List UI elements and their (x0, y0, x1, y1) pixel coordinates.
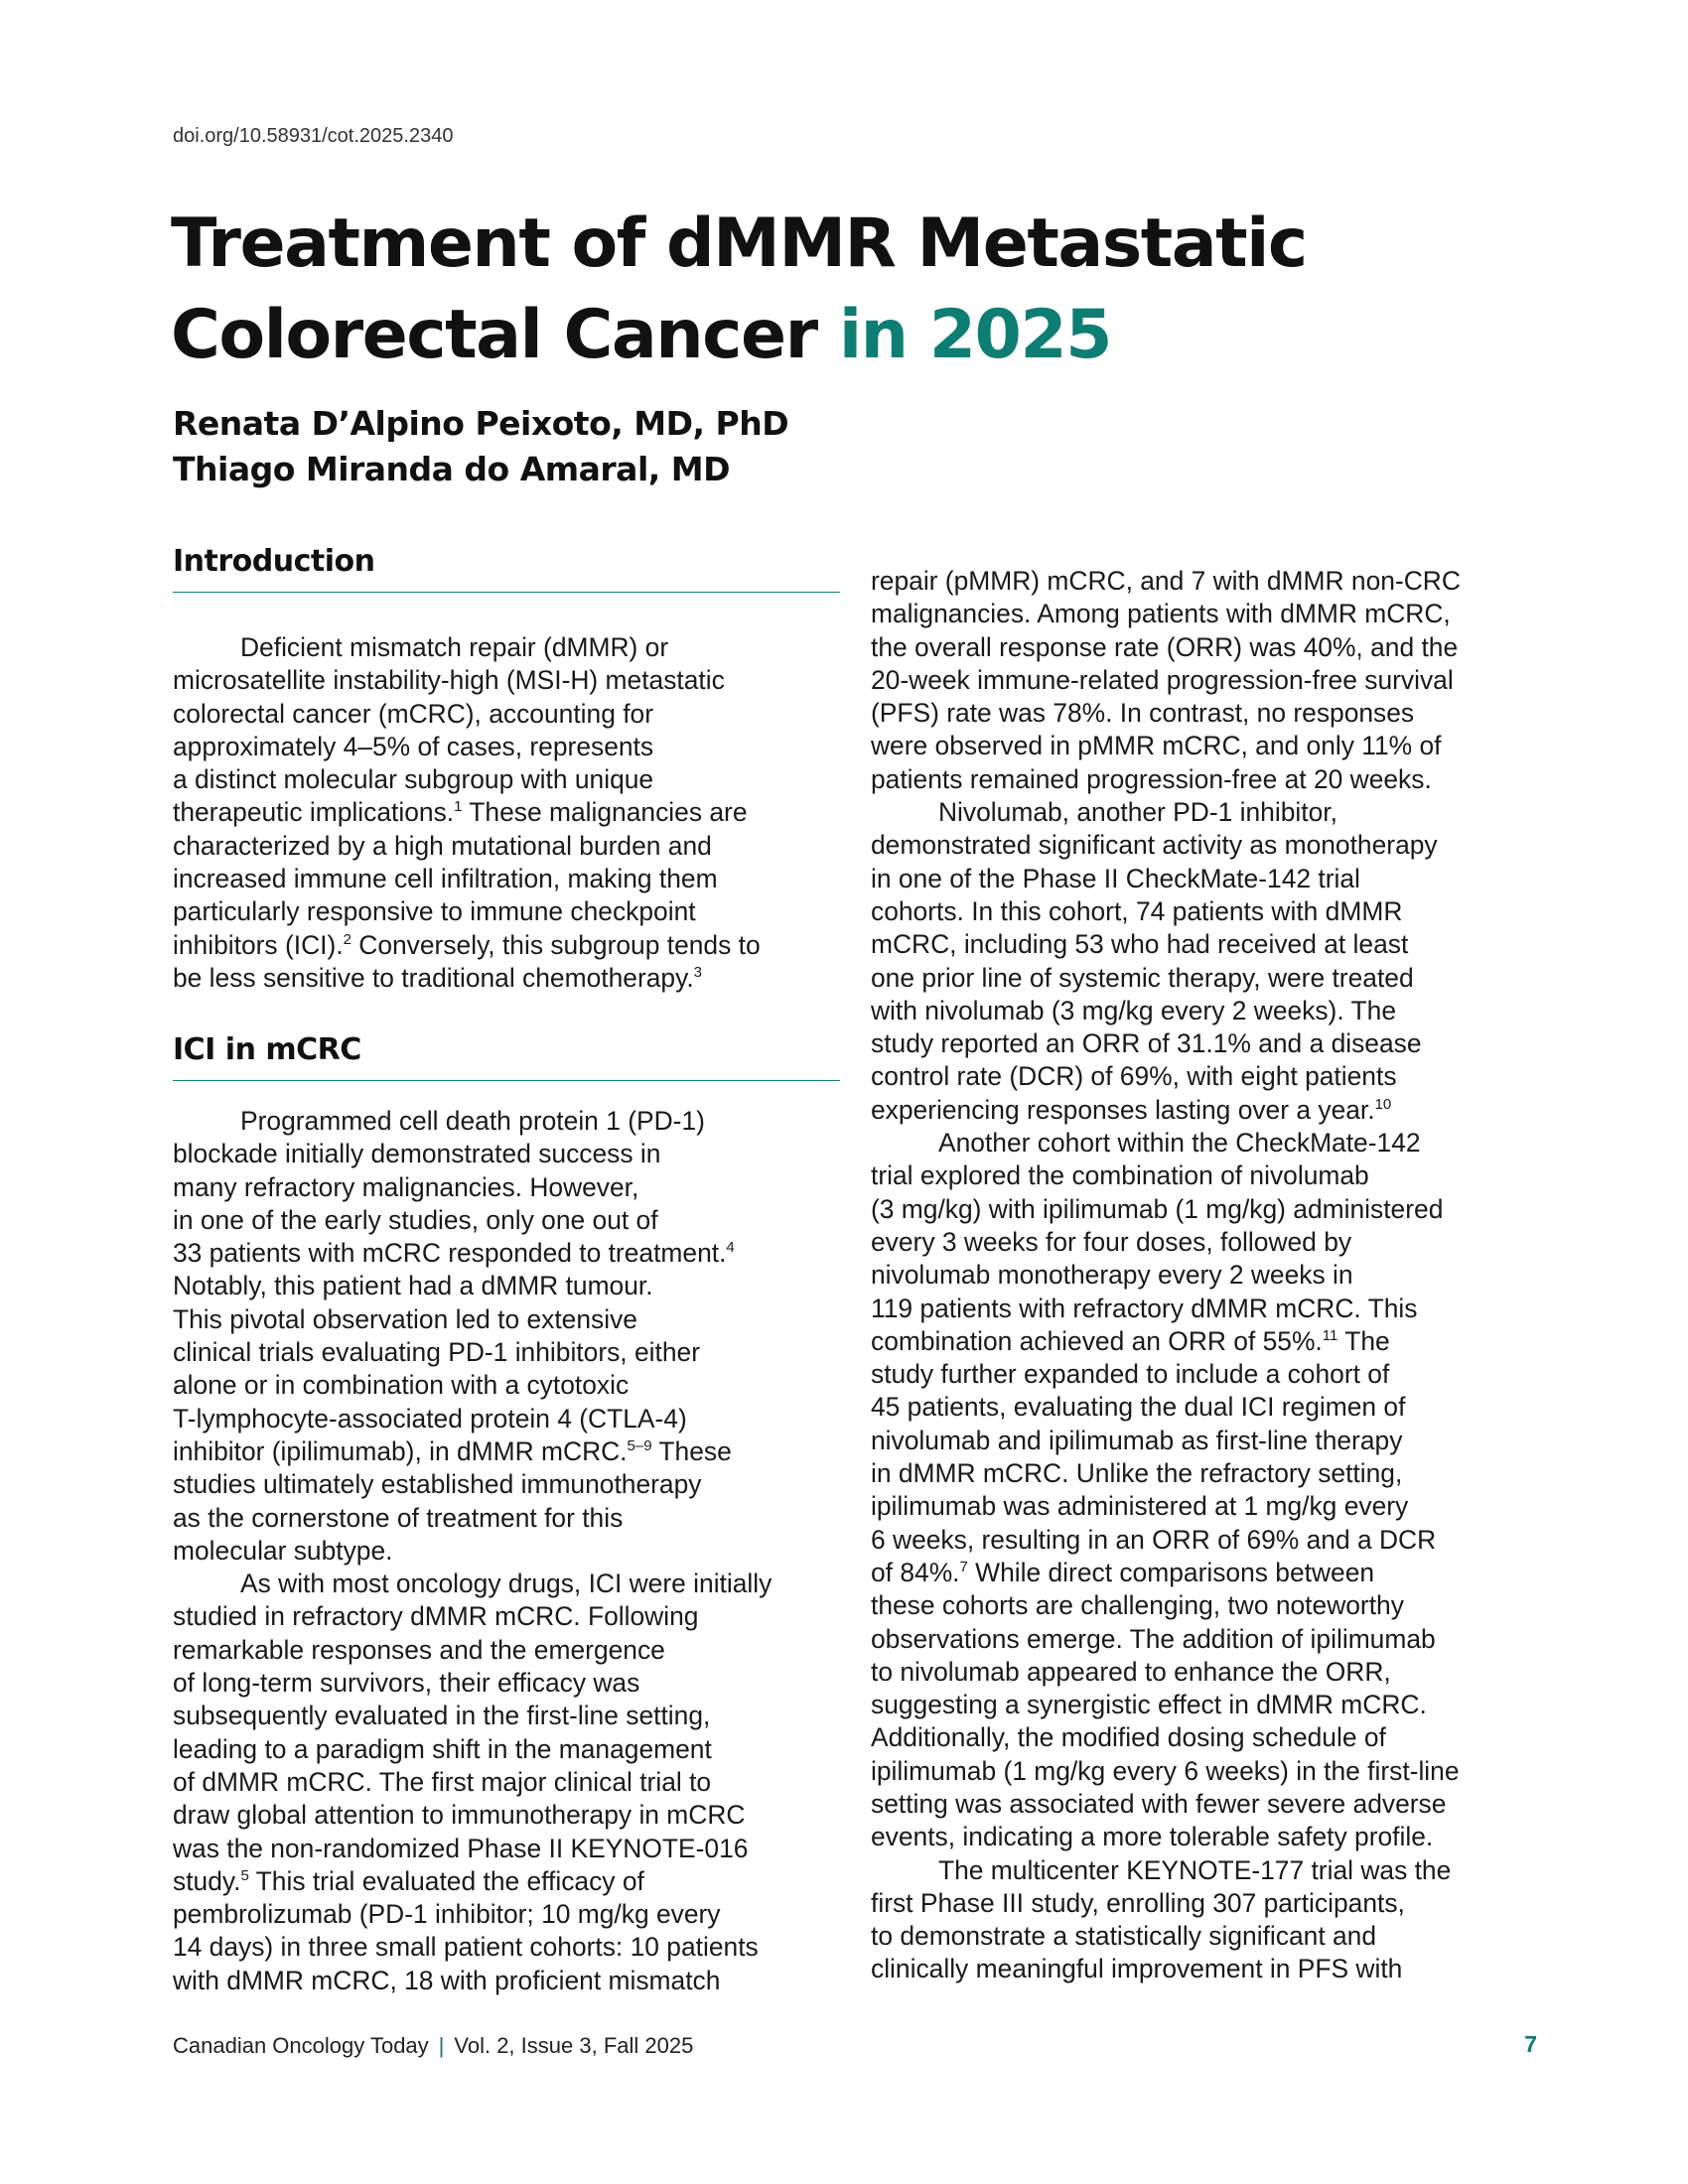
text-line: (3 mg/kg) with ipilimumab (1 mg/kg) administered (871, 1193, 1444, 1224)
text-line (173, 1435, 772, 1468)
text-line: T-lymphocyte-associated protein 4 (CTLA-4) (173, 1403, 687, 1433)
text-line: ipilimumab (1 mg/kg every 6 weeks) in the first-line (871, 1755, 1460, 1786)
author-name: Renata D’Alpino Peixoto, MD, PhD (173, 404, 789, 443)
text-line: control rate (DCR) of 69%, with eight patients (871, 1061, 1397, 1092)
text-line: cohorts. In this cohort, 74 patients with dMMR (871, 895, 1403, 926)
text-line: clinically meaningful improvement in PFS with (871, 1954, 1403, 1984)
text-line: (PFS) rate was 78%. In contrast, no responses (871, 698, 1415, 729)
text-line: a distinct molecular subgroup with unique (173, 764, 654, 795)
text-line: the overall response rate (ORR) was 40%, and the (871, 631, 1459, 662)
author-list (173, 401, 788, 492)
text-line: to nivolumab appeared to enhance the ORR, (871, 1656, 1391, 1687)
doi-link[interactable]: doi.org/10.58931/cot.2025.2340 (173, 125, 454, 147)
text-line: draw global attention to immunotherapy in mCRC (173, 1800, 746, 1831)
text-line: setting was associated with fewer severe adverse (871, 1788, 1447, 1819)
author-name: Thiago Miranda do Amaral, MD (173, 450, 731, 488)
text-line: particularly responsive to immune checkpoint (173, 896, 696, 927)
section-divider (173, 592, 840, 593)
text-line: alone or in combination with a cytotoxic (173, 1370, 630, 1401)
page-number: 7 (1524, 2031, 1537, 2057)
text-line (173, 1237, 772, 1270)
text-run: inhibitor (ipilimumab), in dMMR mCRC. (173, 1435, 628, 1466)
text-line: 6 weeks, resulting in an ORR of 69% and a DCR (871, 1524, 1437, 1555)
citation[interactable]: 2 (343, 930, 352, 948)
text-line: to demonstrate a statistically significant and (871, 1921, 1377, 1952)
citation[interactable]: 4 (726, 1239, 735, 1257)
text-line (871, 1557, 1461, 1589)
text-run: experiencing responses lasting over a year. (871, 1094, 1375, 1125)
citation[interactable]: 5–9 (627, 1437, 652, 1455)
text-line: studies ultimately established immunotherapy (173, 1469, 702, 1500)
text-line (173, 796, 761, 829)
text-line: were observed in pMMR mCRC, and only 11% of (871, 731, 1442, 761)
text-line: approximately 4–5% of cases, represents (173, 731, 654, 761)
text-line: Deficient mismatch repair (dMMR) or (240, 632, 669, 662)
text-line (871, 1325, 1461, 1358)
text-line: 20-week immune-related progression-free survival (871, 664, 1454, 695)
text-line: The multicenter KEYNOTE-177 trial was the (938, 1854, 1452, 1885)
text-run: Conversely, this subgroup tends to (351, 929, 761, 960)
text-line (173, 1865, 772, 1898)
body-paragraph (871, 565, 1461, 1986)
article-title (171, 199, 1541, 381)
journal-name: Canadian Oncology Today (173, 2033, 429, 2058)
text-line: in one of the Phase II CheckMate-142 trial (871, 863, 1360, 893)
text-line: Programmed cell death protein 1 (PD-1) (240, 1106, 705, 1136)
text-line: was the non-randomized Phase II KEYNOTE-016 (173, 1833, 749, 1863)
footer-separator: | (438, 2033, 445, 2058)
text-line: of dMMR mCRC. The first major clinical trial to (173, 1766, 712, 1797)
text-line: of long-term survivors, their efficacy was (173, 1668, 640, 1699)
text-line: microsatellite instability-high (MSI-H) metastatic (173, 665, 725, 696)
text-line: in one of the early studies, only one out of (173, 1204, 658, 1235)
text-run: inhibitors (ICI). (173, 929, 344, 960)
title-line-1: Treatment of dMMR Metastatic (171, 205, 1307, 283)
text-line: every 3 weeks for four doses, followed by (871, 1226, 1352, 1257)
text-line: nivolumab and ipilimumab as first-line therapy (871, 1425, 1403, 1455)
text-line: as the cornerstone of treatment for this (173, 1502, 624, 1533)
citation[interactable]: 3 (693, 964, 703, 982)
citation[interactable]: 11 (1322, 1327, 1338, 1345)
text-run: 33 patients with mCRC responded to treatment. (173, 1238, 727, 1269)
text-line (173, 962, 761, 995)
text-line (173, 929, 761, 962)
text-line: with nivolumab (3 mg/kg every 2 weeks). The (871, 995, 1397, 1025)
text-line: nivolumab monotherapy every 2 weeks in (871, 1260, 1353, 1291)
text-line: increased immune cell infiltration, making them (173, 864, 718, 894)
text-run: therapeutic implications. (173, 797, 455, 828)
text-line: observations emerge. The addition of ipilimumab (871, 1623, 1436, 1654)
citation[interactable]: 5 (240, 1867, 249, 1885)
text-line: suggesting a synergistic effect in dMMR mCRC. (871, 1690, 1427, 1720)
citation[interactable]: 1 (454, 798, 463, 816)
text-run: While direct comparisons between (967, 1557, 1375, 1587)
text-line: first Phase III study, enrolling 307 participants, (871, 1887, 1405, 1918)
ici-paragraph (173, 1105, 772, 1997)
text-line: study further expanded to include a cohort of (871, 1359, 1390, 1390)
text-run: This trial evaluated the efficacy of (248, 1865, 644, 1896)
text-run: be less sensitive to traditional chemotherapy. (173, 962, 694, 993)
text-line: pembrolizumab (PD-1 inhibitor; 10 mg/kg every (173, 1899, 721, 1930)
text-line: Nivolumab, another PD-1 inhibitor, (938, 797, 1337, 828)
text-run: of 84%. (871, 1557, 960, 1587)
text-line: characterized by a high mutational burden and (173, 830, 712, 861)
text-run: combination achieved an ORR of 55%. (871, 1325, 1323, 1356)
text-line: 45 patients, evaluating the dual ICI regimen of (871, 1392, 1406, 1423)
text-line: events, indicating a more tolerable safety profile. (871, 1822, 1434, 1852)
section-divider (173, 1080, 840, 1081)
text-line: Notably, this patient had a dMMR tumour. (173, 1271, 653, 1301)
text-run: These malignancies are (462, 797, 748, 828)
text-line: Another cohort within the CheckMate-142 (938, 1128, 1421, 1159)
text-line: one prior line of systemic therapy, were treated (871, 962, 1414, 993)
text-line: blockade initially demonstrated success in (173, 1139, 661, 1169)
text-line: demonstrated significant activity as monotherapy (871, 830, 1438, 861)
text-line: subsequently evaluated in the first-line setting, (173, 1701, 711, 1731)
text-line: ipilimumab was administered at 1 mg/kg every (871, 1491, 1409, 1522)
page-footer (173, 2033, 693, 2059)
text-line: studied in refractory dMMR mCRC. Following (173, 1601, 699, 1632)
text-run: study. (173, 1865, 241, 1896)
text-line: with dMMR mCRC, 18 with proficient mismatch (173, 1965, 721, 1995)
issue-info: Vol. 2, Issue 3, Fall 2025 (454, 2033, 694, 2058)
text-line: patients remained progression-free at 20 weeks. (871, 763, 1432, 794)
title-accent: in 2025 (838, 296, 1111, 374)
text-line: repair (pMMR) mCRC, and 7 with dMMR non-CRC (871, 566, 1461, 596)
text-line: malignancies. Among patients with dMMR mCRC, (871, 599, 1451, 629)
text-line: Additionally, the modified dosing schedule of (871, 1722, 1386, 1753)
text-line: study reported an ORR of 31.1% and a disease (871, 1028, 1422, 1059)
section-heading-ici: ICI in mCRC (173, 1032, 361, 1067)
text-line (871, 1094, 1461, 1127)
title-line-2: Colorectal Cancer (171, 296, 839, 374)
text-line: colorectal cancer (mCRC), accounting for (173, 698, 654, 729)
text-line: trial explored the combination of nivolumab (871, 1160, 1369, 1191)
text-line: 14 days) in three small patient cohorts: 10 patients (173, 1932, 759, 1963)
text-line: clinical trials evaluating PD-1 inhibitors, either (173, 1337, 700, 1368)
intro-paragraph (173, 631, 761, 995)
text-run: These (651, 1435, 732, 1466)
text-line: remarkable responses and the emergence (173, 1634, 665, 1665)
citation[interactable]: 10 (1374, 1095, 1392, 1113)
citation[interactable]: 7 (959, 1559, 968, 1576)
text-line: 119 patients with refractory dMMR mCRC. This (871, 1293, 1418, 1323)
text-run: The (1337, 1325, 1390, 1356)
section-heading-introduction: Introduction (173, 544, 375, 579)
text-line: molecular subtype. (173, 1535, 393, 1566)
text-line: leading to a paradigm shift in the management (173, 1733, 712, 1764)
text-line: This pivotal observation led to extensive (173, 1303, 637, 1334)
text-line: mCRC, including 53 who had received at least (871, 929, 1409, 960)
text-line: in dMMR mCRC. Unlike the refractory setting, (871, 1458, 1403, 1489)
text-line: As with most oncology drugs, ICI were initially (240, 1569, 773, 1599)
text-line: many refractory malignancies. However, (173, 1171, 639, 1202)
text-line: these cohorts are challenging, two noteworthy (871, 1590, 1404, 1621)
